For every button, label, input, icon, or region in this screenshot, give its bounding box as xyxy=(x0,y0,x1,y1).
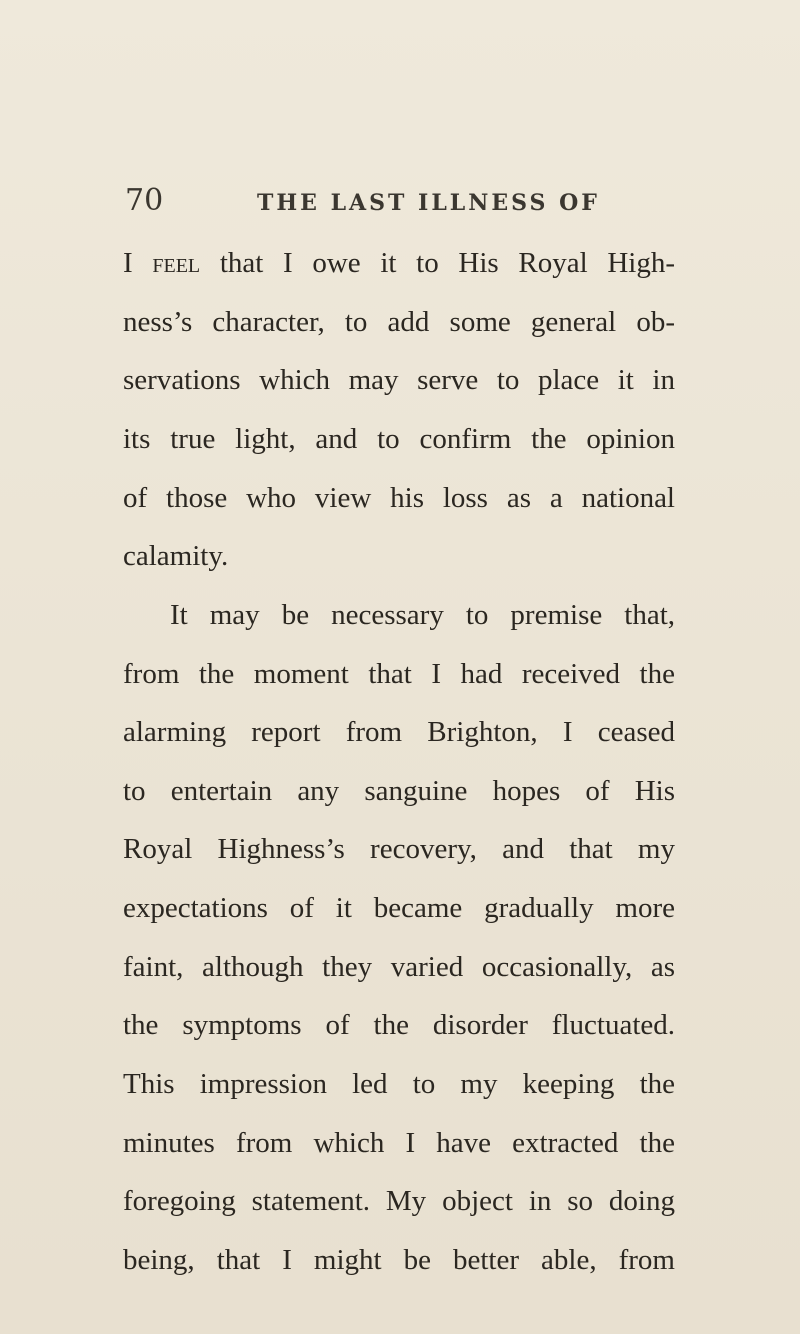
paragraph-1-line-2: ness’s character, to add some general ob- xyxy=(123,306,675,338)
page-number: 70 xyxy=(125,183,164,218)
paragraph-2-line-5: Royal Highness’s recovery, and that my xyxy=(123,833,675,865)
paragraph-2-line-10: minutes from which I have extracted the xyxy=(123,1127,675,1159)
paragraph-2-line-11: foregoing statement. My object in so doing xyxy=(123,1185,675,1217)
paragraph-2-line-9: This impression led to my keeping the xyxy=(123,1068,675,1100)
paragraph-1-line-1 xyxy=(123,249,675,278)
paragraph-1-line-6: calamity. xyxy=(123,540,229,572)
paragraph-2-line-1: It may be necessary to premise that, xyxy=(170,599,675,631)
paragraph-1-line-4: its true light, and to confirm the opinion xyxy=(123,423,675,455)
paragraph-2-line-7: faint, although they varied occasionally, as xyxy=(123,951,675,983)
paragraph-2-line-3: alarming report from Brighton, I ceased xyxy=(123,716,675,748)
paragraph-2-line-2: from the moment that I had received the xyxy=(123,658,675,690)
line-rest: that I owe it to His Royal High- xyxy=(200,247,676,279)
running-title: THE LAST ILLNESS OF xyxy=(257,190,600,216)
paragraph-1-line-5: of those who view his loss as a national xyxy=(123,482,675,514)
paragraph-2-line-4: to entertain any sanguine hopes of His xyxy=(123,775,675,807)
paragraph-2-line-12: being, that I might be better able, from xyxy=(123,1244,675,1276)
paragraph-1-line-3: servations which may serve to place it in xyxy=(123,364,675,396)
page-header xyxy=(125,183,685,226)
paragraph-2-line-8: the symptoms of the disorder fluctuated. xyxy=(123,1009,675,1041)
lead-smallcaps: feel xyxy=(152,247,201,279)
paragraph-2-line-6: expectations of it became gradually more xyxy=(123,892,675,924)
lead-letter: I xyxy=(123,247,133,279)
